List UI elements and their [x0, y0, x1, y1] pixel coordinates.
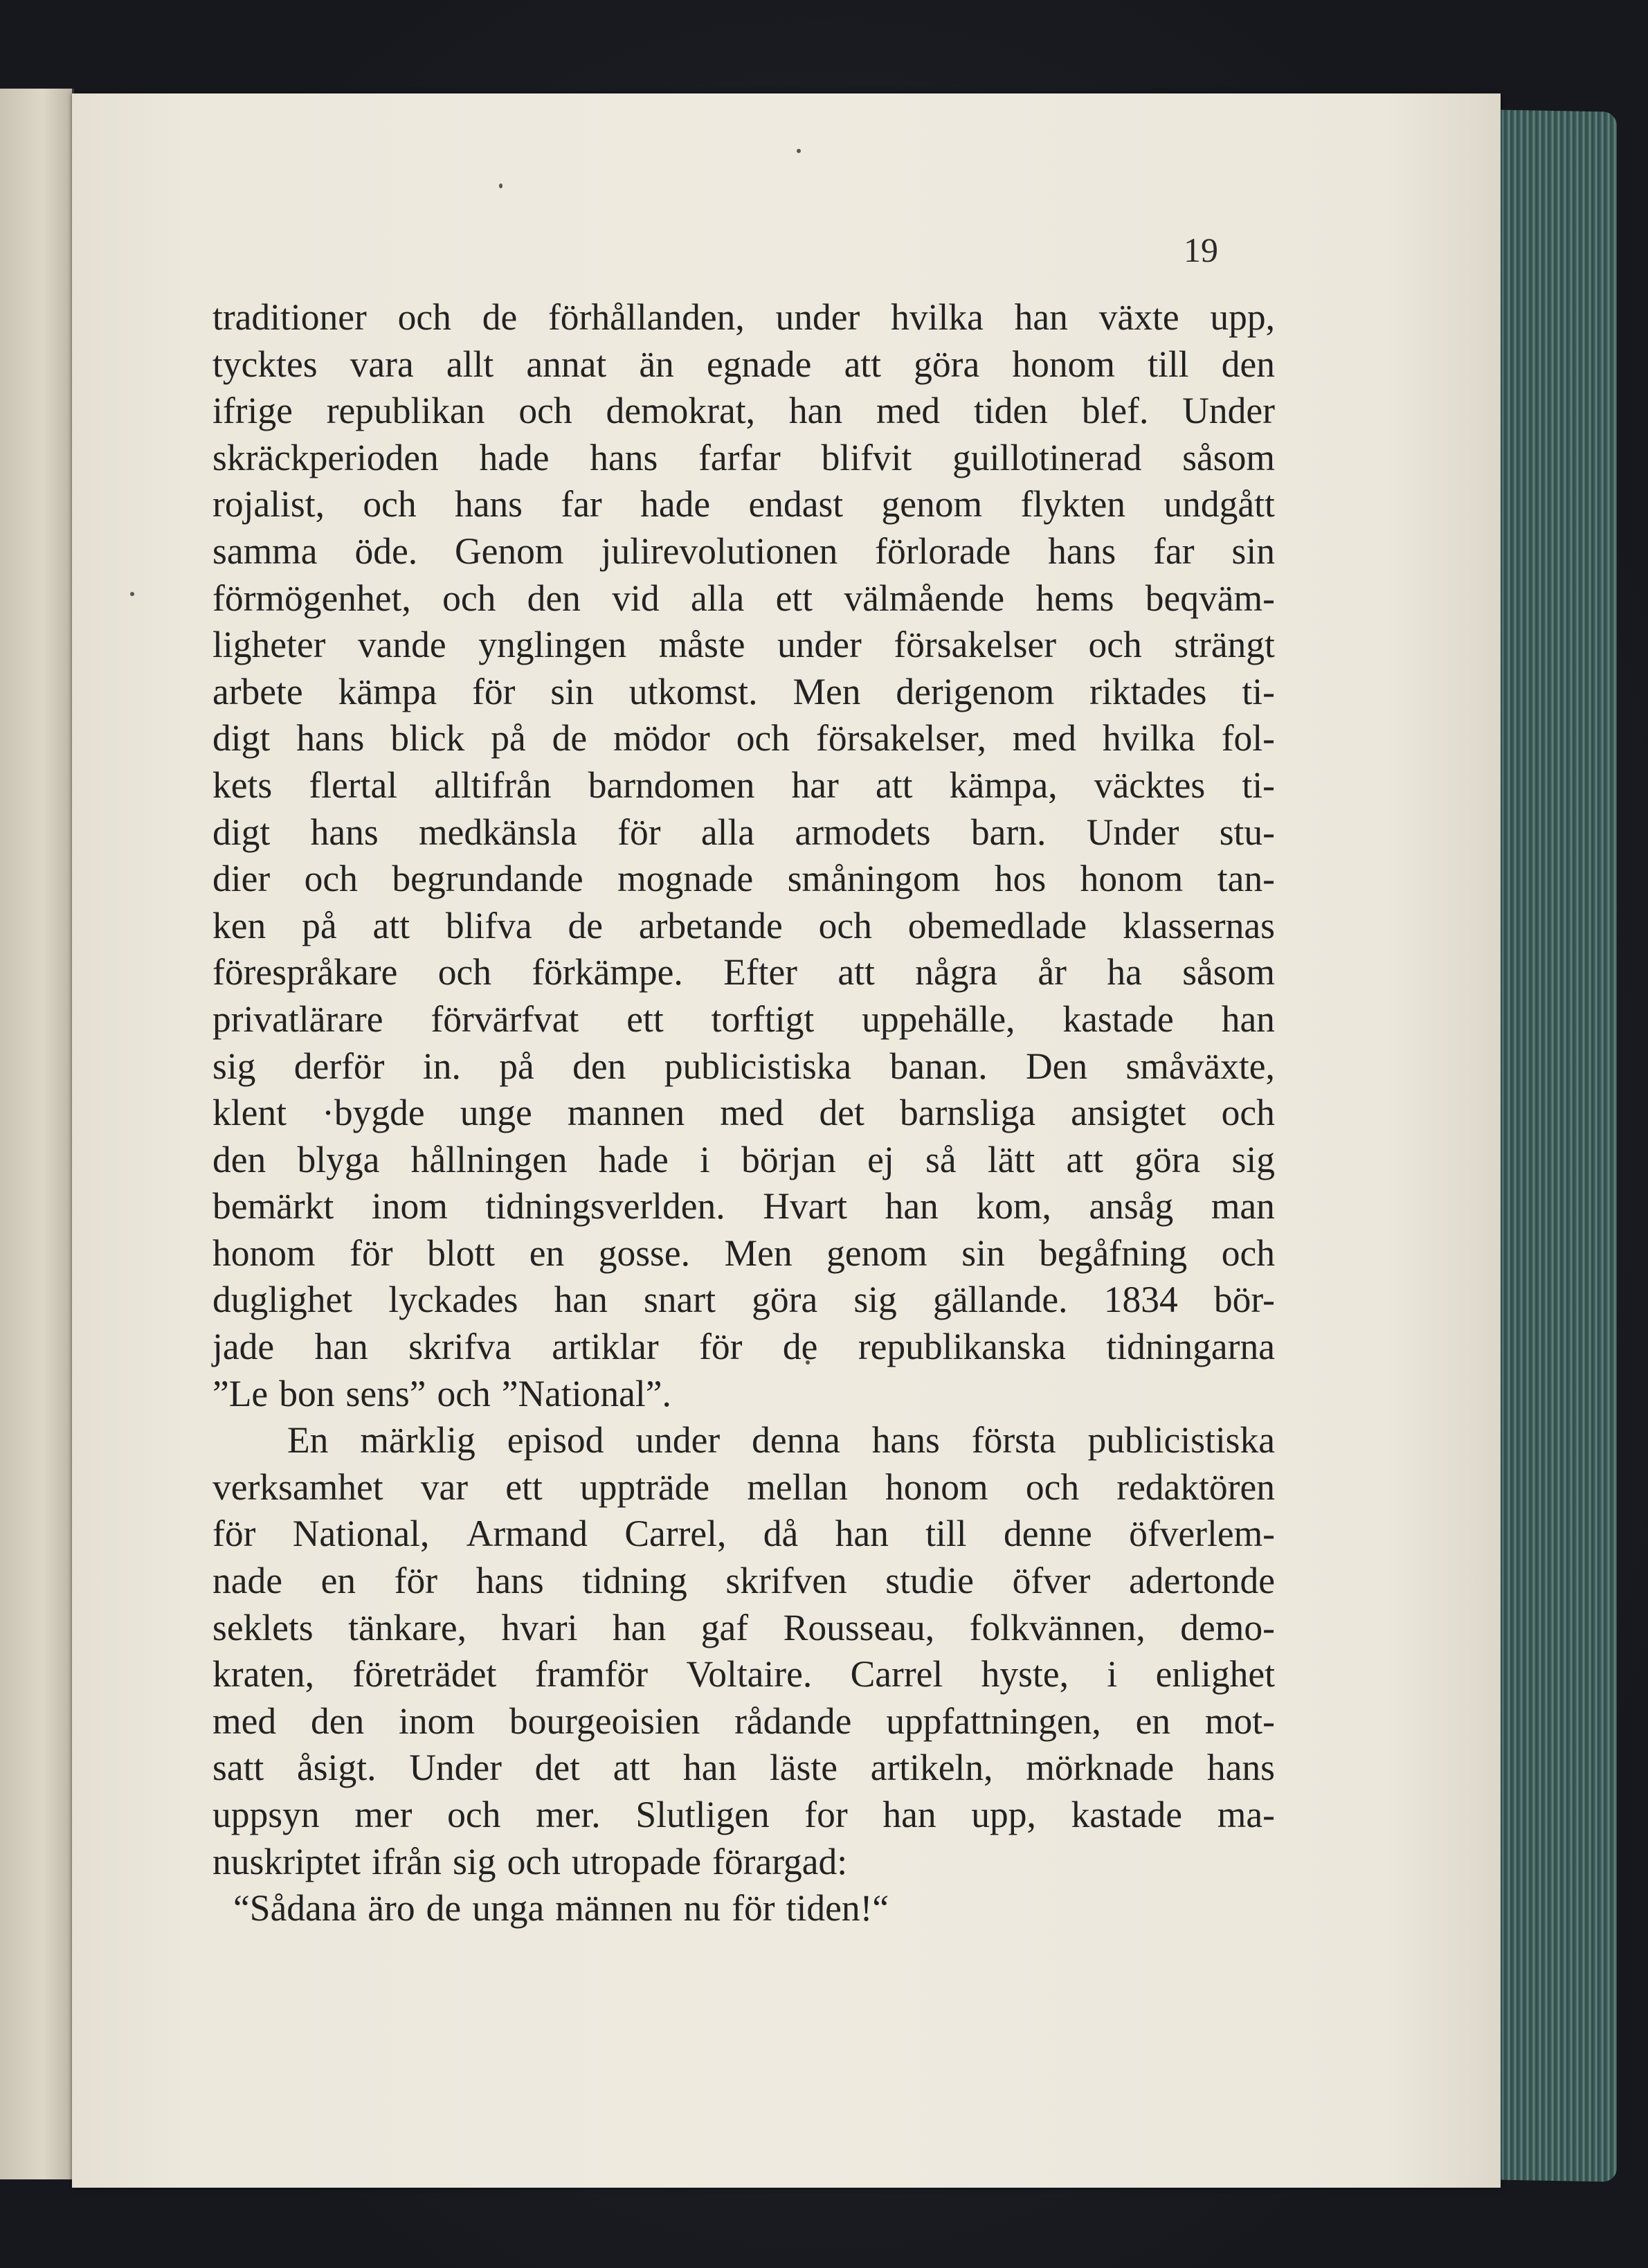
text-line: privatlärare förvärfvat ett torftigt uppehälle, kastade han: [212, 998, 1275, 1040]
text-line: skräckperioden hade hans farfar blifvit guillotinerad såsom: [212, 436, 1275, 478]
text-line: traditioner och de förhållanden, under hvilka han växte upp,: [212, 296, 1275, 338]
book-page-edges: [1492, 109, 1617, 2181]
text-line: satt åsigt. Under det att han läste artikeln, mörknade hans: [212, 1747, 1275, 1789]
text-line: digt hans medkänsla för alla armodets barn. Under stu-: [212, 811, 1275, 853]
text-line: duglighet lyckades han snart göra sig gällande. 1834 bör-: [212, 1279, 1275, 1321]
text-line: sig derför in. på den publicistiska banan. Den småväxte,: [212, 1045, 1275, 1087]
text-line: kets flertal alltifrån barndomen har att kämpa, väcktes ti-: [212, 764, 1275, 806]
text-line: verksamhet var ett uppträde mellan honom och redaktören: [212, 1466, 1275, 1508]
text-line: med den inom bourgeoisien rådande uppfattningen, en mot-: [212, 1700, 1275, 1742]
text-line: samma öde. Genom julirevolutionen förlorade hans far sin: [212, 530, 1275, 572]
text-line: ”Le bon sens” och ”National”.: [212, 1372, 671, 1414]
text-line: digt hans blick på de mödor och försakelser, med hvilka fol-: [212, 717, 1275, 759]
paper-speck: [130, 592, 134, 596]
text-line: klent ·bygde unge mannen med det barnsliga ansigtet och: [212, 1092, 1275, 1134]
text-line: honom för blott en gosse. Men genom sin begåfning och: [212, 1232, 1275, 1274]
text-line: ifrige republikan och demokrat, han med tiden blef. Under: [212, 390, 1275, 432]
body-text: [212, 294, 1275, 1932]
text-line: nade en för hans tidning skrifven studie öfver adertonde: [212, 1560, 1275, 1602]
facing-page-edge: [0, 89, 74, 2179]
text-line: En märklig episod under denna hans första publicistiska: [287, 1419, 1275, 1461]
paper-speck: [499, 183, 502, 188]
text-line: ken på att blifva de arbetande och obemedlade klassernas: [212, 904, 1275, 946]
page-number: 19: [1184, 231, 1218, 269]
text-line: “Sådana äro de unga männen nu för tiden!“: [233, 1887, 889, 1929]
text-line: rojalist, och hans far hade endast genom flykten undgått: [212, 483, 1275, 525]
paper-speck: [797, 149, 801, 153]
text-line: förmögenhet, och den vid alla ett välmående hems beqväm-: [212, 577, 1275, 619]
text-line: nuskriptet ifrån sig och utropade förargad:: [212, 1840, 848, 1882]
text-line: bemärkt inom tidningsverlden. Hvart han kom, ansåg man: [212, 1185, 1275, 1227]
text-line: ligheter vande ynglingen måste under försakelser och strängt: [212, 624, 1275, 666]
text-line: uppsyn mer och mer. Slutligen for han upp, kastade ma-: [212, 1794, 1275, 1835]
text-line: förespråkare och förkämpe. Efter att några år ha såsom: [212, 951, 1275, 993]
text-line: seklets tänkare, hvari han gaf Rousseau, folkvännen, demo-: [212, 1606, 1275, 1648]
text-line: tycktes vara allt annat än egnade att göra honom till den: [212, 343, 1275, 385]
text-line: kraten, företrädet framför Voltaire. Carrel hyste, i enlighet: [212, 1653, 1275, 1695]
text-line: jade han skrifva artiklar för de republikanska tidningarna: [212, 1326, 1275, 1368]
text-line: arbete kämpa för sin utkomst. Men derigenom riktades ti-: [212, 670, 1275, 712]
text-line: dier och begrundande mognade småningom hos honom tan-: [212, 858, 1275, 900]
text-line: den blyga hållningen hade i början ej så lätt att göra sig: [212, 1138, 1275, 1180]
text-line: för National, Armand Carrel, då han till denne öfverlem-: [212, 1513, 1275, 1555]
